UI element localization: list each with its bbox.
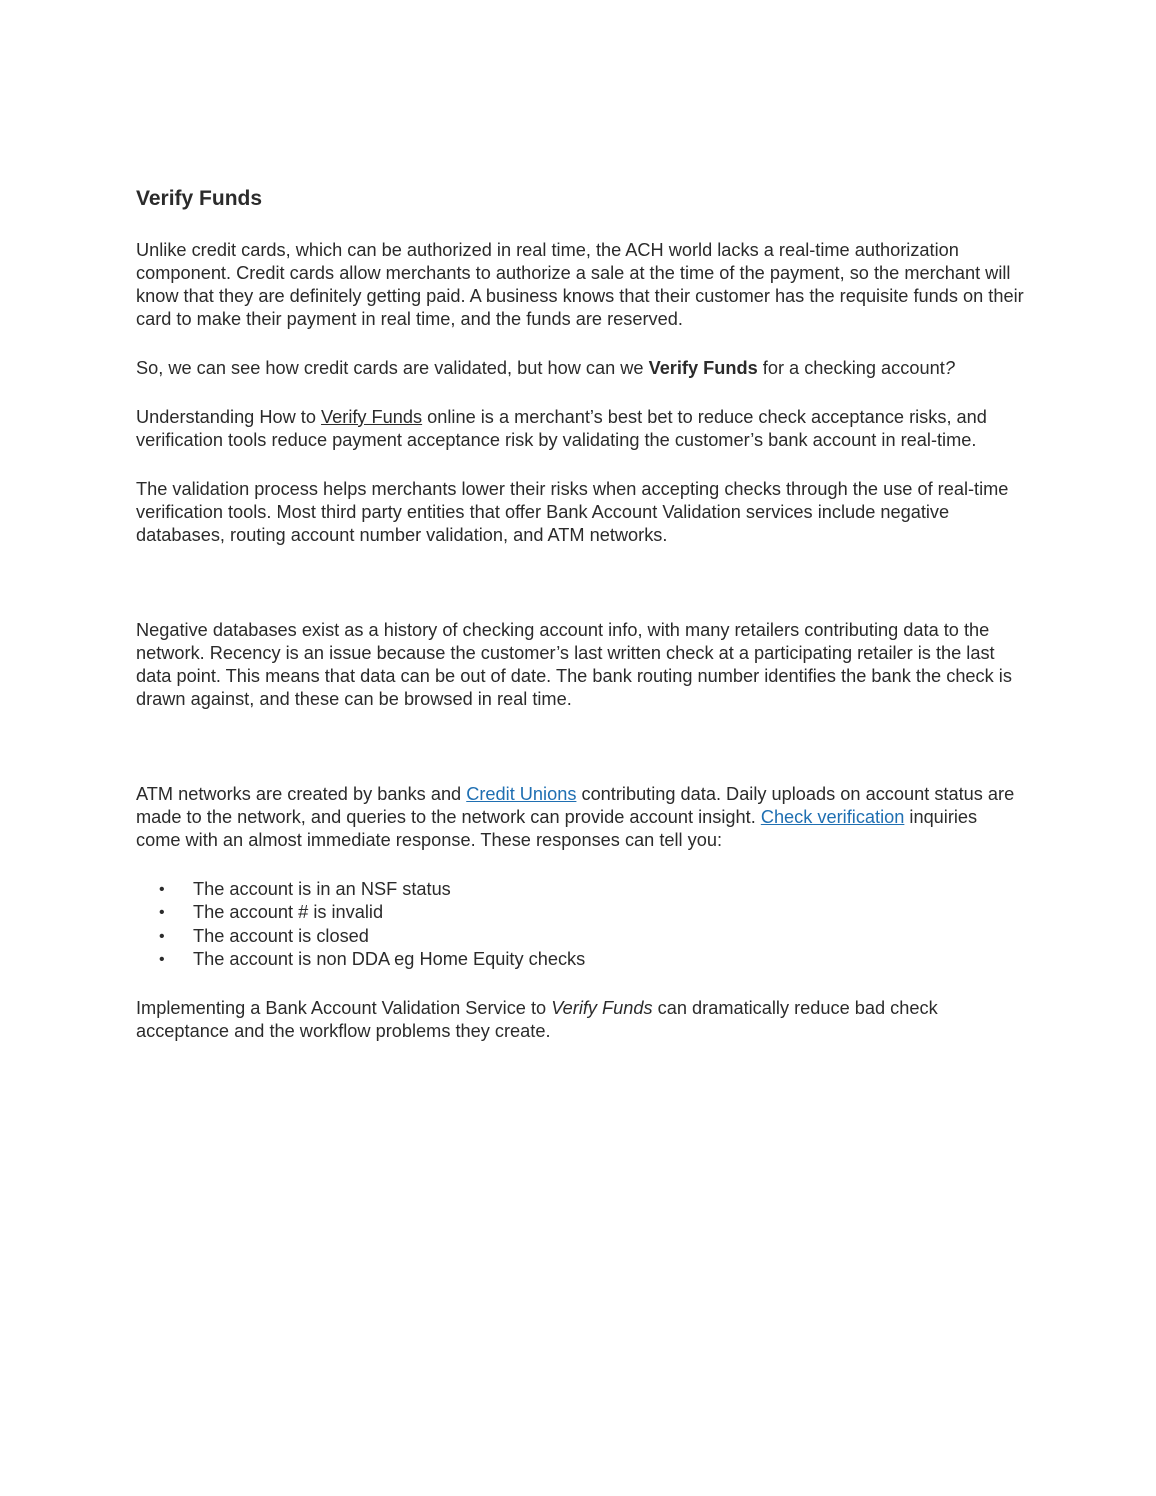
paragraph-intro: Unlike credit cards, which can be authorized in real time, the ACH world lacks a real-time authorization component. Credit cards allow merchants to authorize a sale at the time of the payment, so the merchant will know that they are definitely getting paid. A business knows that their customer has the requisite funds on their card to make their payment in real time, and the funds are reserved. bbox=[136, 240, 1024, 329]
list-item: • The account is closed bbox=[193, 925, 1026, 948]
check-verification-link[interactable]: Check verification bbox=[760, 807, 905, 827]
conclusion-italic-term: Verify Funds bbox=[551, 998, 653, 1019]
conclusion-text-end: can dramatically reduce bad check acceptance and the workflow problems they create. bbox=[136, 998, 938, 1042]
conclusion-text: Implementing a Bank Account Validation Service to bbox=[136, 998, 552, 1019]
paragraph-conclusion bbox=[136, 997, 1026, 1043]
page-title: Verify Funds bbox=[136, 187, 263, 210]
atm-text-middle: contributing data. Daily uploads on account status are made to the network, and queries to the network can provide account insight. bbox=[136, 784, 1015, 827]
paragraph-understanding bbox=[136, 406, 1026, 452]
response-list bbox=[136, 878, 1026, 971]
document-page bbox=[136, 185, 1026, 1043]
paragraph-negative-databases: Negative databases exist as a history of checking account info, with many retailers contributing data to the network. Recency is an issue because the customer’s last written check at a participating retailer is the last data point. This means that data can be out of date. The bank routing number identifies the bank the check is drawn against, and these can be browsed in real time. bbox=[136, 620, 1012, 709]
question-text-end: for a checking account bbox=[757, 358, 945, 378]
list-item: • The account is in an NSF status bbox=[193, 878, 1026, 901]
paragraph-validation-process: The validation process helps merchants lower their risks when accepting checks through the use of real-time verification tools. Most third party entities that offer Bank Account Validation services include negative databases, routing account number validation, and ATM networks. bbox=[136, 479, 1009, 545]
atm-text-end: inquiries come with an almost immediate response. These responses can tell you: bbox=[136, 807, 978, 850]
understanding-text: Understanding How to bbox=[136, 407, 322, 427]
question-mark: ? bbox=[944, 358, 955, 378]
list-item: • The account is non DDA eg Home Equity checks bbox=[193, 948, 1026, 971]
understanding-text-end: online is a merchant’s best bet to reduce check acceptance risks, and verification tools reduce payment acceptance risk by validating the customer’s bank account in real-time. bbox=[136, 407, 987, 450]
verify-funds-link[interactable]: Verify Funds bbox=[321, 407, 423, 427]
question-bold-term: Verify Funds bbox=[648, 358, 758, 378]
list-item: • The account # is invalid bbox=[193, 901, 1026, 924]
atm-text: ATM networks are created by banks and bbox=[136, 784, 467, 804]
paragraph-question bbox=[136, 357, 1026, 380]
paragraph-atm-networks bbox=[136, 783, 1026, 852]
credit-unions-link[interactable]: Credit Unions bbox=[466, 784, 577, 804]
question-text: So, we can see how credit cards are validated, but how can we bbox=[136, 358, 649, 378]
